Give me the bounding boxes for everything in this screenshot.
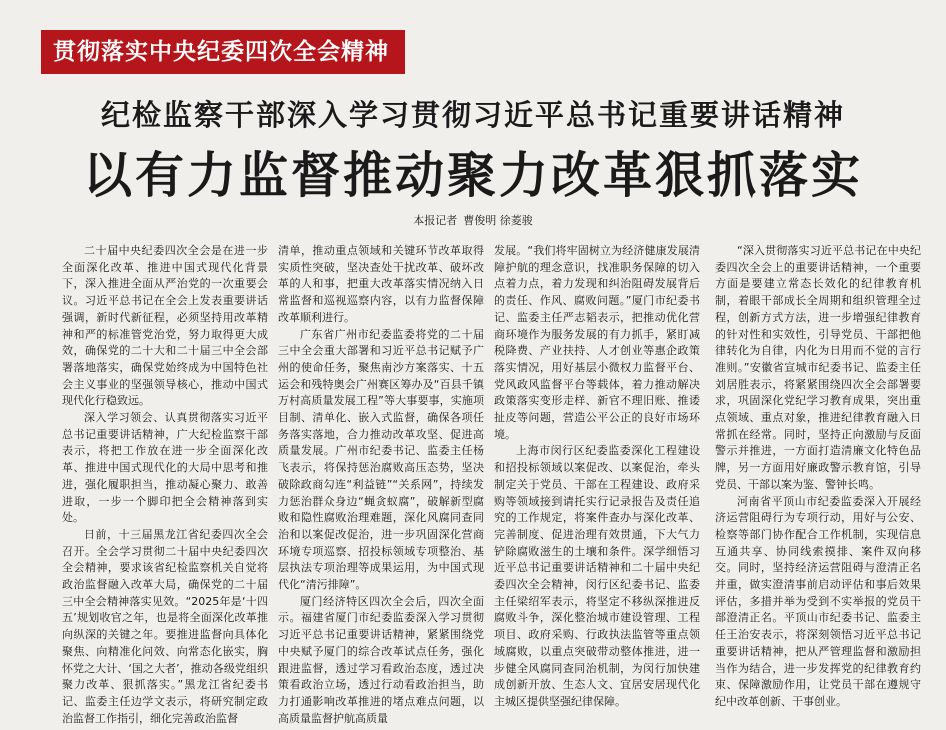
paragraph-continued: 发展。“我们将牢固树立为经济健康发展清障护航的理念意识，找准职务保障的切入点着力点，着力发现和纠治阻碍发展背后的责任、作风、腐败问题。”厦门市纪委书记、监委主任严志韬表示，把推动优化营商环境作为服务发展的有力抓手，紧盯减税降费、产业扶持、人才创业等惠企政策落实情况，用好基层小微权力监督平台、党风政风监督平台等载体，着力推动解决政策落实变形走样、新官不理旧账、推诿扯皮等问题，营造公平公正的良好市场环境。 — [494, 244, 700, 441]
article-body — [62, 243, 935, 730]
paragraph: 厦门经济特区四次全会后，四次全面示。福建省厦门市纪委监委深入学习贯彻习近平总书记重要讲话精神，紧紧围绕党中央赋予厦门的综合改革试点任务，强化跟进监督，透过学习看政治态度，透过决策看政治立场，透过行动看政治担当，助力打通影响改革推进的堵点难点问题，以高质量监督护航高质量 — [278, 594, 484, 725]
article-headline: 以有力监督推动聚力改革狠抓落实 — [82, 146, 863, 204]
section-banner: 贯彻落实中央纪委四次全会精神 — [41, 30, 405, 74]
paragraph: 二十届中央纪委四次全会是在进一步全面深化改革、推进中国式现代化背景下，深入推进全面从严治党的一次重要会议。习近平总书记在全会上发表重要讲话强调，新时代新征程，必须坚持用改革精神和严的标准管党治党，努力取得更大成效，确保党的二十大和二十届三中全会部署落地落实，确保党始终成为中国特色社会主义事业的坚强领导核心，推动中国式现代化行稳致远。 — [62, 244, 268, 408]
byline-authors: 曹俊明 徐菱骏 — [463, 214, 533, 227]
paragraph-continued: 清单，推动重点领域和关键环节改革取得实质性突破，坚决查处干扰改革、破坏改革的人和事，把重大改革落实情况纳入日常监督和巡视巡察内容，以有力监督保障改革顺利进行。 — [278, 244, 484, 324]
text-column-4 — [715, 243, 921, 730]
paragraph: 日前，十三届黑龙江省纪委四次全会召开。全会学习贯彻二十届中央纪委四次全会精神，要求该省纪检监察机关自觉将政治监督融入改革大局，确保党的二十届三中全会精神落实见效。“2025年是‘十四五’规划收官之年，也是将全面深化改革推向纵深的关键之年。要推进监督向具体化聚焦、向精准化问效、向常态化嵌实，胸怀党之大计、‘国之大者’，推动各级党组织聚力改革、狠抓落实。”黑龙江省纪委书记、监委主任边学文表示，将研究制定政治监督工作指引，细化完善政治监督 — [62, 527, 268, 725]
byline — [0, 214, 946, 228]
text-column-2 — [278, 243, 484, 730]
paragraph: 深入学习领会、认真贯彻落实习近平总书记重要讲话精神，广大纪检监察干部表示，将把工作放在进一步全面深化改革、推进中国式现代化的大局中思考和推进，强化履职担当，推动凝心聚力、敢善进取，一步一个脚印把全会精神落到实处。 — [62, 411, 268, 525]
paragraph: 上海市闵行区纪委监委深化工程建设和招投标领域以案促改、以案促治，牵头制定关于党员、干部在工程建设、政府采购等领域接到请托实行记录报告及责任追究的工作规定，将案件查办与深化改革、完善制度、促进治理有效贯通，下大气力铲除腐败滋生的土壤和条件。深学细悟习近平总书记重要讲话精神和二十届中央纪委四次全会精神，闵行区纪委书记、监委主任梁绍军表示，将坚定不移纵深推进反腐败斗争，深化整治城市建设管理、工程项目、政府采购、行政执法监管等重点领域腐败，以重点突破带动整体推进，进一步健全风腐同查同治机制，为闵行加快建成创新开放、生态人文、宜居安居现代化主城区提供坚强纪律保障。 — [494, 444, 700, 708]
byline-label: 本报记者 — [413, 214, 458, 227]
text-column-3 — [494, 243, 700, 730]
paragraph: 广东省广州市纪委监委将党的二十届三中全会重大部署和习近平总书记赋予广州的使命任务，聚焦南沙方案落实、十五运会和残特奥会广州赛区筹办及“百县千镇万村高质量发展工程”等大事要事，实施项目制、清单化、嵌入式监督，确保各项任务落实落地，合力推动改革攻坚、促进高质量发展。广州市纪委书记、监委主任杨飞表示，将保持惩治腐败高压态势，坚决破除政商勾连“利益链”“关系网”，持续发力惩治群众身边“蝇贪蚁腐”，破解新型腐败和隐性腐败治理难题，深化风腐同查同治和以案促改促治，进一步巩固深化营商环境专项巡察、招投标领域专项整治、基层执法专项治理等成果运用，为中国式现代化“清污排障”。 — [278, 327, 484, 592]
paragraph: 河南省平顶山市纪委监委深入开展经济运营阻碍行为专项行动，用好与公安、检察等部门协作配合工作机制，实现信息互通共享、协同线索摸排、案件双向移交。同时，坚持经济运营阻碍与澄清正名并重，做实澄清事前启动评估和事后效果评估，多措并举为受到不实举报的党员干部澄清正名。平顶山市纪委书记、监委主任王治安表示，将深刻领悟习近平总书记重要讲话精神，把从严管理监督和激励担当作为结合，进一步发挥党的纪律教育约束、保障激励作用，让党员干部在遵规守纪中改革创新、干事创业。 — [715, 494, 921, 708]
paragraph: “深入贯彻落实习近平总书记在中央纪委四次全会上的重要讲话精神，一个重要方面是要建立常态长效化的纪律教育机制，着眼干部成长全周期和组织管理全过程，创新方式方法，进一步增强纪律教育的针对性和实效性，引导党员、干部把他律转化为自律，内化为日用而不觉的言行准则。”安徽省宣城市纪委书记、监委主任刘居胜表示，将紧紧围绕四次全会部署要求，巩固深化党纪学习教育成果，突出重点领域、重点对象，推进纪律教育融入日常抓在经常。同时，坚持正向激励与反面警示并推进，一方面打造清廉文化特色品牌，另一方面用好廉政警示教育馆，引导党员、干部以案为鉴、警钟长鸣。 — [715, 244, 921, 491]
article-subtitle: 纪检监察干部深入学习贯彻习近平总书记重要讲话精神 — [100, 98, 845, 132]
text-column-1 — [62, 243, 268, 730]
